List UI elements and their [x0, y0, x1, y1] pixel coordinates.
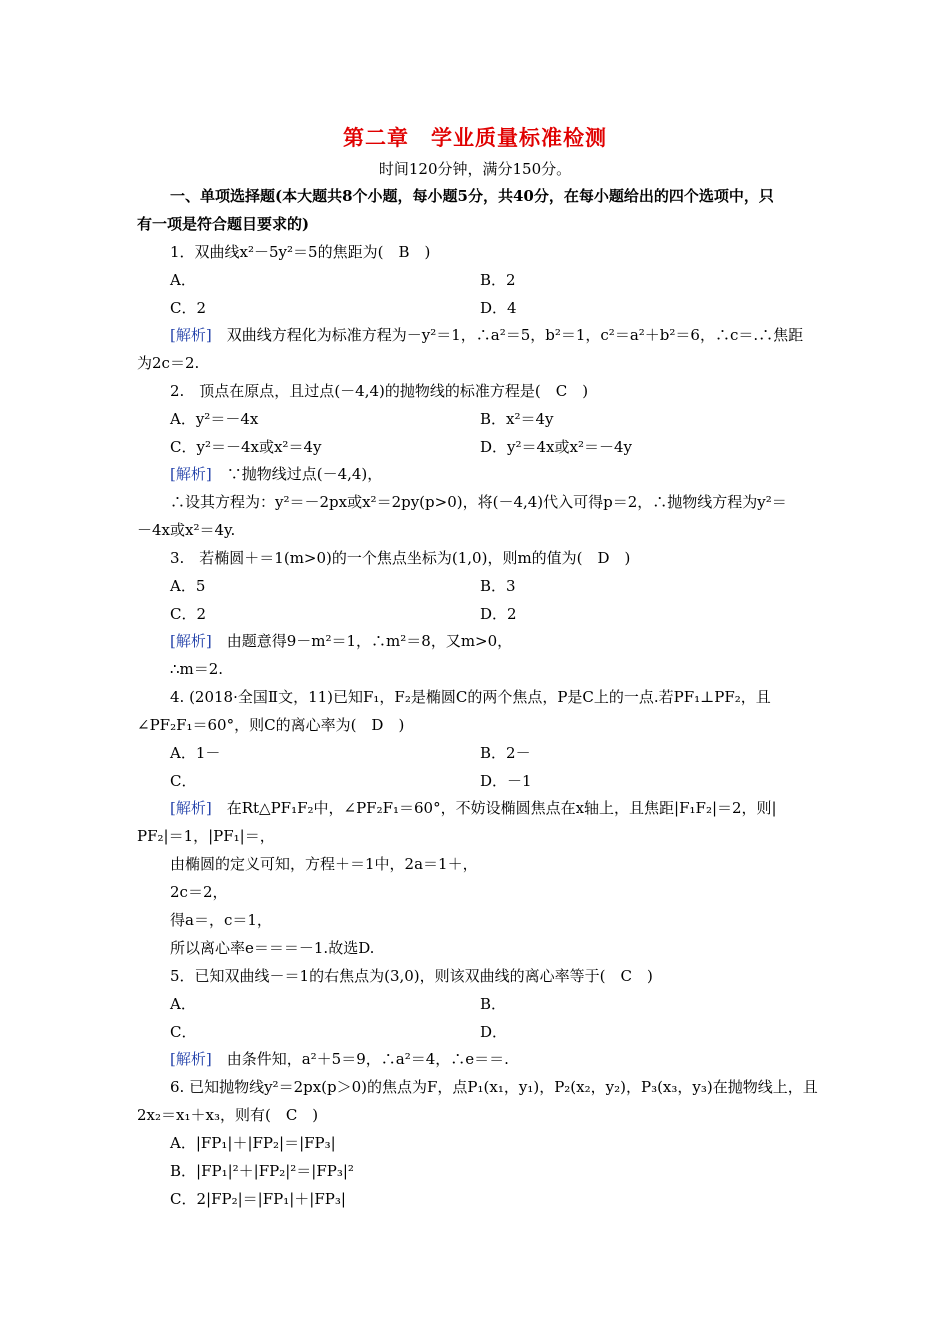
q5-analysis [170, 1049, 509, 1069]
q1-analysis-text-1: 双曲线方程化为标准方程为－y²＝1，∴a²＝5，b²＝1，c²＝a²＋b²＝6，∴c＝.∴焦距 [211, 326, 804, 344]
q2-stem: 2. 顶点在原点，且过点(－4,4)的抛物线的标准方程是( C ) [170, 382, 589, 400]
q4-option-b: B．2－ [480, 744, 531, 762]
q6-option-b: B．|FP₁|²＋|FP₂|²＝|FP₃|² [170, 1162, 354, 1180]
q2-option-c: C．y²＝－4x或x²＝4y [170, 438, 322, 456]
q3-option-d: D．2 [480, 605, 517, 623]
q4-analysis-text-6: 所以离心率e＝＝＝－1.故选D. [170, 939, 375, 957]
q6-option-a: A．|FP₁|＋|FP₂|＝|FP₃| [170, 1134, 336, 1152]
q1-option-c: C．2 [170, 299, 207, 317]
q4-analysis-text-3: 由椭圆的定义可知，方程＋＝1中，2a＝1＋， [170, 855, 478, 873]
q1-stem: 1．双曲线x²－5y²＝5的焦距为( B ) [170, 243, 431, 261]
q5-analysis-text-1: 由条件知，a²＋5＝9，∴a²＝4，∴e＝＝. [211, 1050, 509, 1068]
q2-analysis [170, 464, 382, 484]
q4-option-d: D．－1 [480, 772, 532, 790]
q5-option-a: A． [170, 995, 196, 1013]
analysis-label: [解析] [170, 632, 212, 650]
q5-option-c: C． [170, 1023, 197, 1041]
page-title: 第二章 学业质量标准检测 [343, 125, 607, 150]
analysis-label: [解析] [170, 465, 212, 483]
q3-stem: 3. 若椭圆＋＝1(m>0)的一个焦点坐标为(1,0)，则m的值为( D ) [170, 549, 631, 567]
q2-option-a: A．y²＝－4x [170, 410, 259, 428]
section-heading-line-2: 有一项是符合题目要求的) [137, 215, 310, 233]
q2-analysis-text-1: ∵抛物线过点(－4,4)， [211, 465, 383, 483]
analysis-label: [解析] [170, 1050, 212, 1068]
q4-stem-1: 4. (2018·全国Ⅱ文，11)已知F₁，F₂是椭圆C的两个焦点，P是C上的一点.若PF₁⊥PF₂，且 [170, 688, 771, 706]
q5-option-b: B． [480, 995, 507, 1013]
page-subtitle: 时间120分钟，满分150分。 [378, 160, 572, 178]
q4-analysis-text-1: 在Rt△PF₁F₂中，∠PF₂F₁＝60°，不妨设椭圆焦点在x轴上，且焦距|F₁F₂|＝2，则| [211, 799, 777, 817]
q4-option-c: C． [170, 772, 197, 790]
q2-analysis-text-3: －4x或x²＝4y. [137, 521, 236, 539]
q1-option-a: A． [170, 271, 196, 289]
q4-option-a: A．1－ [170, 744, 221, 762]
q4-analysis-text-2: PF₂|＝1，|PF₁|＝， [137, 827, 275, 845]
q2-option-d: D．y²＝4x或x²＝－4y [480, 438, 633, 456]
analysis-label: [解析] [170, 799, 212, 817]
q1-analysis-text-2: 为2c＝2. [137, 354, 200, 372]
q3-option-c: C．2 [170, 605, 207, 623]
q2-analysis-text-2: ∴设其方程为：y²＝－2px或x²＝2py(p>0)，将(－4,4)代入可得p＝2，∴抛物线方程为y²＝ [170, 493, 787, 511]
q4-analysis-text-5: 得a＝，c＝1， [170, 911, 272, 929]
q6-stem-2: 2x₂＝x₁＋x₃，则有( C ) [137, 1106, 319, 1124]
q5-stem: 5．已知双曲线－＝1的右焦点为(3,0)，则该双曲线的离心率等于( C ) [170, 967, 653, 985]
q3-option-a: A．5 [170, 577, 206, 595]
q1-option-b: B．2 [480, 271, 516, 289]
q3-analysis-text-2: ∴m＝2. [170, 660, 224, 678]
q6-option-c: C．2|FP₂|＝|FP₁|＋|FP₃| [170, 1190, 346, 1208]
q2-option-b: B．x²＝4y [480, 410, 554, 428]
q5-option-d: D． [480, 1023, 508, 1041]
q3-option-b: B．3 [480, 577, 516, 595]
q4-stem-2: ∠PF₂F₁＝60°，则C的离心率为( D ) [137, 716, 405, 734]
q4-analysis-text-4: 2c＝2， [170, 883, 228, 901]
q3-analysis [170, 631, 512, 651]
q1-analysis [170, 325, 803, 345]
section-heading-line-1: 一、单项选择题(本大题共8个小题，每小题5分，共40分，在每小题给出的四个选项中，只 [170, 187, 774, 205]
q1-option-d: D．4 [480, 299, 517, 317]
q3-analysis-text-1: 由题意得9－m²＝1，∴m²＝8，又m>0， [211, 632, 513, 650]
q6-stem-1: 6. 已知抛物线y²＝2px(p＞0)的焦点为F，点P₁(x₁，y₁)，P₂(x₂，y₂)，P₃(x₃，y₃)在抛物线上，且 [170, 1078, 818, 1096]
analysis-label: [解析] [170, 326, 212, 344]
q4-analysis [170, 798, 777, 818]
